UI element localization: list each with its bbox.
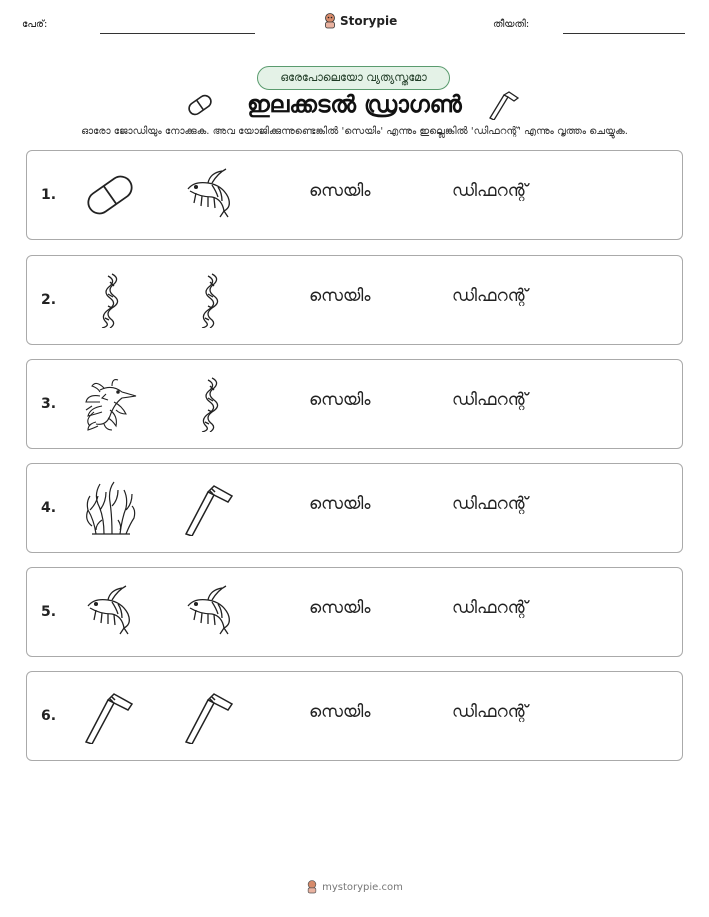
kelp-icon (182, 376, 238, 432)
question-row-2 (26, 255, 683, 345)
straw-icon (182, 688, 238, 744)
worksheet-type-badge: ഒരേപോലെയോ വ്യത്യസ്തമോ (257, 66, 450, 90)
straw-icon (488, 90, 520, 120)
straw-icon (182, 480, 238, 536)
question-row-6 (26, 671, 683, 761)
different-option[interactable]: ഡിഫറന്റ് (452, 390, 528, 410)
question-row-5 (26, 567, 683, 657)
question-number: 6. (41, 708, 57, 724)
question-row-3 (26, 359, 683, 449)
name-line[interactable] (100, 33, 255, 34)
shrimp-icon (82, 584, 138, 640)
same-option[interactable]: സെയിം (309, 494, 371, 514)
shrimp-icon (182, 584, 238, 640)
question-number: 3. (41, 396, 57, 412)
instructions: ഓരോ ജോഡിയും നോക്കുക. അവ യോജിക്കുന്നുണ്ടെങ്കിൽ 'സെയിം' എന്നും ഇല്ലെങ്കിൽ 'ഡിഫറന്റ്' എന്നും വൃത്തം ചെയ്യുക. (81, 126, 628, 137)
kelp-icon (82, 272, 138, 328)
same-option[interactable]: സെയിം (309, 390, 371, 410)
question-row-4 (26, 463, 683, 553)
same-option[interactable]: സെയിം (309, 286, 371, 306)
capsule-icon (82, 167, 138, 223)
question-number: 2. (41, 292, 57, 308)
storypie-mascot-icon (323, 13, 337, 29)
different-option[interactable]: ഡിഫറന്റ് (452, 494, 528, 514)
straw-icon (82, 688, 138, 744)
same-option[interactable]: സെയിം (309, 181, 371, 201)
storypie-mascot-icon (306, 880, 318, 894)
leafy-seadragon-icon (82, 376, 138, 432)
question-number: 1. (41, 187, 57, 203)
coral-icon (82, 480, 138, 536)
kelp-icon (182, 272, 238, 328)
date-line[interactable] (563, 33, 685, 34)
same-option[interactable]: സെയിം (309, 598, 371, 618)
different-option[interactable]: ഡിഫറന്റ് (452, 181, 528, 201)
footer-url[interactable]: mystorypie.com (322, 881, 403, 893)
footer (0, 880, 709, 894)
name-label: പേര്: (22, 19, 48, 30)
brand-logo (323, 13, 397, 29)
different-option[interactable]: ഡിഫറന്റ് (452, 286, 528, 306)
question-row-1 (26, 150, 683, 240)
question-number: 5. (41, 604, 57, 620)
date-label: തീയതി: (493, 19, 530, 30)
different-option[interactable]: ഡിഫറന്റ് (452, 598, 528, 618)
question-number: 4. (41, 500, 57, 516)
brand-name: Storypie (340, 14, 398, 28)
different-option[interactable]: ഡിഫറന്റ് (452, 702, 528, 722)
same-option[interactable]: സെയിം (309, 702, 371, 722)
page-title: ഇലക്കടൽ ഡ്രാഗൺ (247, 92, 462, 118)
shrimp-icon (182, 167, 238, 223)
